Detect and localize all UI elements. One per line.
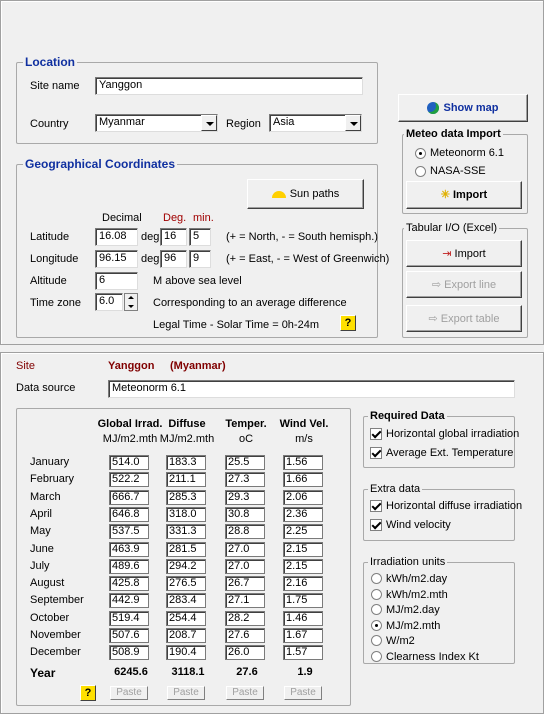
table-cell[interactable]: 26.7: [225, 576, 265, 591]
table-cell[interactable]: 2.15: [283, 559, 323, 574]
show-map-label: Show map: [443, 102, 499, 114]
table-cell[interactable]: 276.5: [166, 576, 206, 591]
table-cell[interactable]: 522.2: [109, 472, 149, 487]
table-cell[interactable]: 285.3: [166, 490, 206, 505]
table-cell[interactable]: 25.5: [225, 455, 265, 470]
show-map-button[interactable]: [398, 94, 528, 122]
latitude-min-input[interactable]: 5: [189, 228, 211, 246]
table-cell[interactable]: 28.2: [225, 611, 265, 626]
unit-radio[interactable]: [371, 589, 382, 600]
altitude-label: Altitude: [30, 275, 67, 287]
region-label: Region: [226, 118, 261, 130]
site-name-input[interactable]: Yanggon: [95, 77, 363, 95]
chevron-down-icon[interactable]: [345, 115, 361, 131]
table-cell[interactable]: 1.57: [283, 645, 323, 660]
column-header: Wind Vel.: [279, 418, 329, 430]
sun-paths-label: Sun paths: [289, 188, 340, 200]
data-source-label: Data source: [16, 382, 76, 394]
horizontal-diffuse-checkbox[interactable]: [370, 500, 382, 512]
table-cell[interactable]: 666.7: [109, 490, 149, 505]
help-button[interactable]: ?: [340, 315, 356, 331]
tabular-title: Tabular I/O (Excel): [406, 222, 498, 234]
column-header: Diffuse: [168, 418, 206, 430]
table-cell[interactable]: 27.1: [225, 593, 265, 608]
chevron-up-icon[interactable]: [128, 296, 134, 299]
time-zone-hint: Corresponding to an average difference: [153, 297, 347, 309]
extra-title: Extra data: [370, 483, 421, 495]
meteonorm-label: Meteonorm 6.1: [430, 147, 504, 159]
table-cell[interactable]: 2.15: [283, 542, 323, 557]
site-country: (Myanmar): [170, 360, 226, 372]
month-label: October: [30, 611, 70, 624]
deg-header: Deg.: [163, 212, 187, 224]
table-cell[interactable]: 27.3: [225, 472, 265, 487]
table-cell[interactable]: 1.66: [283, 472, 323, 487]
longitude-hint: (+ = East, - = West of Greenwich): [226, 253, 390, 265]
help-button[interactable]: ?: [80, 685, 96, 701]
longitude-min-input[interactable]: 9: [189, 250, 211, 268]
paste-button[interactable]: Paste: [110, 686, 148, 700]
column-header: Global Irrad.: [97, 418, 163, 430]
column-unit: oC: [238, 433, 254, 445]
table-cell[interactable]: 489.6: [109, 559, 149, 574]
unit-label: kWh/m2.day: [386, 573, 448, 585]
column-unit: m/s: [295, 433, 313, 445]
import-icon: ⇥: [442, 248, 452, 260]
column-unit: MJ/m2.mth: [102, 433, 158, 445]
geo-title: Geographical Coordinates: [25, 157, 176, 171]
table-cell[interactable]: 27.0: [225, 542, 265, 557]
paste-button[interactable]: Paste: [226, 686, 264, 700]
export-table-button[interactable]: [406, 305, 522, 332]
region-value: Asia: [273, 116, 295, 128]
latitude-deg-input[interactable]: 16: [160, 228, 187, 246]
latitude-deg-unit: deg: [141, 231, 160, 243]
table-cell[interactable]: 2.25: [283, 524, 323, 539]
unit-radio[interactable]: [371, 620, 382, 631]
region-select[interactable]: [269, 114, 362, 132]
table-cell[interactable]: 1.56: [283, 455, 323, 470]
column-header: Temper.: [225, 418, 267, 430]
unit-radio[interactable]: [371, 651, 382, 662]
table-cell[interactable]: 208.7: [166, 628, 206, 643]
table-cell[interactable]: 190.4: [166, 645, 206, 660]
unit-label: MJ/m2.mth: [386, 619, 441, 632]
table-cell[interactable]: 2.36: [283, 507, 323, 522]
table-cell[interactable]: 27.0: [225, 559, 265, 574]
latitude-decimal-input[interactable]: 16.08: [95, 228, 138, 246]
month-label: May: [30, 525, 51, 538]
unit-label: kWh/m2.mth: [386, 588, 448, 601]
site-name-label: Site name: [30, 80, 80, 92]
altitude-input[interactable]: 6: [95, 272, 138, 290]
table-cell[interactable]: 508.9: [109, 645, 149, 660]
table-cell[interactable]: 2.06: [283, 490, 323, 505]
table-cell[interactable]: 283.4: [166, 593, 206, 608]
month-label: December: [30, 646, 81, 659]
unit-label: W/m2: [386, 635, 415, 647]
month-label: November: [30, 629, 81, 641]
month-label: September: [30, 594, 84, 607]
site-label: Site: [16, 360, 35, 372]
longitude-decimal-input[interactable]: 96.15: [95, 250, 138, 268]
table-cell[interactable]: 331.3: [166, 524, 206, 539]
min-header: min.: [193, 212, 214, 224]
wind-velocity-checkbox[interactable]: [370, 519, 382, 531]
table-cell[interactable]: 318.0: [166, 507, 206, 522]
longitude-deg-unit: deg: [141, 253, 160, 265]
table-cell[interactable]: 281.5: [166, 542, 206, 557]
export-icon: ⇨: [428, 313, 438, 325]
sun-icon: [272, 191, 286, 198]
year-total: 3118.1: [171, 666, 205, 678]
country-select[interactable]: [95, 114, 218, 132]
latitude-hint: (+ = North, - = South hemisph.): [226, 231, 378, 243]
year-total: 27.6: [236, 666, 258, 678]
horizontal-diffuse-label: Horizontal diffuse irradiation: [386, 500, 523, 512]
chevron-down-icon[interactable]: [201, 115, 217, 131]
table-cell[interactable]: 254.4: [166, 611, 206, 626]
table-cell[interactable]: 29.3: [225, 490, 265, 505]
location-title: Location: [25, 55, 75, 69]
nasa-sse-radio[interactable]: [415, 166, 426, 177]
longitude-label: Longitude: [30, 253, 79, 265]
table-cell[interactable]: 425.8: [109, 576, 149, 591]
export-table-label: Export table: [440, 313, 500, 325]
month-label: July: [30, 559, 50, 572]
month-label: March: [30, 490, 61, 503]
export-line-button[interactable]: [406, 271, 522, 298]
time-zone-stepper[interactable]: [124, 293, 138, 311]
table-cell[interactable]: 1.46: [283, 611, 323, 626]
column-unit: MJ/m2.mth: [159, 433, 215, 445]
year-label: Year: [30, 666, 56, 680]
horizontal-global-checkbox[interactable]: [370, 428, 382, 440]
table-cell[interactable]: 183.3: [166, 455, 206, 470]
table-cell[interactable]: 2.16: [283, 576, 323, 591]
table-cell[interactable]: 463.9: [109, 542, 149, 557]
time-zone-label: Time zone: [30, 297, 81, 309]
table-cell[interactable]: 537.5: [109, 524, 149, 539]
meteo-title: Meteo data Import: [406, 128, 501, 140]
data-source-input[interactable]: Meteonorm 6.1: [108, 380, 515, 398]
year-total: 6245.6: [114, 666, 148, 678]
month-label: January: [30, 456, 70, 468]
tabular-import-button[interactable]: [406, 240, 522, 267]
units-title: Irradiation units: [370, 556, 446, 568]
meteo-import-label: Import: [452, 189, 488, 201]
meteo-import-button[interactable]: [406, 181, 522, 209]
site-name: Yanggon: [108, 360, 155, 372]
table-cell[interactable]: 1.67: [283, 628, 323, 643]
country-label: Country: [30, 118, 69, 130]
table-cell[interactable]: 30.8: [225, 507, 265, 522]
table-cell[interactable]: 514.0: [109, 455, 149, 470]
export-icon: ⇨: [431, 279, 442, 291]
month-label: August: [30, 577, 65, 590]
unit-radio[interactable]: [371, 573, 382, 584]
paste-button[interactable]: Paste: [167, 686, 205, 700]
ext-temperature-label: Average Ext. Temperature: [386, 447, 514, 459]
time-zone-input[interactable]: 6.0: [95, 293, 123, 311]
unit-radio[interactable]: [371, 635, 382, 646]
nasa-sse-label: NASA-SSE: [430, 165, 486, 177]
horizontal-global-label: Horizontal global irradiation: [386, 428, 520, 440]
paste-button[interactable]: Paste: [284, 686, 322, 700]
sun-paths-button[interactable]: [247, 179, 364, 209]
table-cell[interactable]: 27.6: [225, 628, 265, 643]
unit-label: MJ/m2.day: [386, 604, 440, 616]
required-data-group: [363, 410, 515, 468]
table-cell[interactable]: 1.75: [283, 593, 323, 608]
year-total: 1.9: [297, 666, 313, 678]
extra-data-group: [363, 483, 515, 541]
table-cell[interactable]: 442.9: [109, 593, 149, 608]
table-cell[interactable]: 646.8: [109, 507, 149, 522]
sparkle-icon: ✳: [440, 189, 450, 201]
table-cell[interactable]: 26.0: [225, 645, 265, 660]
table-cell[interactable]: 294.2: [166, 559, 206, 574]
wind-velocity-label: Wind velocity: [386, 519, 451, 531]
legal-time-text: Legal Time - Solar Time = 0h-24m: [153, 319, 319, 331]
table-cell[interactable]: 519.4: [109, 611, 149, 626]
ext-temperature-checkbox[interactable]: [370, 447, 382, 459]
table-cell[interactable]: 28.8: [225, 524, 265, 539]
unit-radio[interactable]: [371, 604, 382, 615]
required-title: Required Data: [370, 410, 445, 422]
export-line-label: Export line: [444, 279, 497, 291]
meteonorm-radio[interactable]: [415, 148, 426, 159]
monthly-data-group: [16, 408, 351, 706]
tabular-import-label: Import: [454, 248, 486, 260]
country-value: Myanmar: [99, 116, 145, 128]
unit-label: Clearness Index Kt: [386, 650, 479, 663]
altitude-hint: M above sea level: [153, 275, 242, 287]
month-label: June: [30, 542, 54, 555]
month-label: February: [30, 473, 75, 486]
globe-icon: [427, 102, 439, 114]
latitude-label: Latitude: [30, 231, 70, 243]
chevron-down-icon[interactable]: [128, 305, 134, 308]
decimal-header: Decimal: [102, 212, 142, 224]
longitude-deg-input[interactable]: 96: [160, 250, 187, 268]
table-cell[interactable]: 211.1: [166, 472, 206, 487]
table-cell[interactable]: 507.6: [109, 628, 149, 643]
month-label: April: [30, 507, 53, 520]
